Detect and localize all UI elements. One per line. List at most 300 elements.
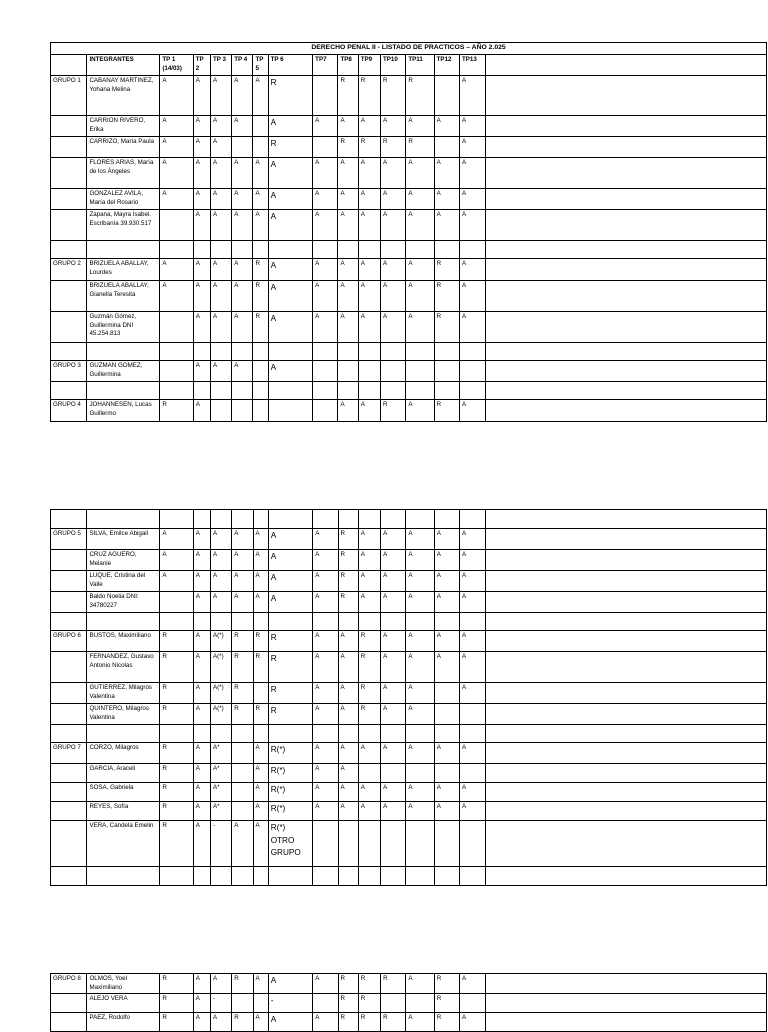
- tp9-cell: R: [358, 974, 380, 994]
- tp10-cell: A: [381, 683, 406, 704]
- tp8-cell: A: [338, 743, 358, 764]
- tp13-cell: A: [459, 400, 485, 422]
- tp4-cell: R: [232, 704, 253, 725]
- table-row: [51, 343, 767, 361]
- student-name-cell: [87, 613, 160, 631]
- table-row: [51, 529, 767, 550]
- table-row: [51, 361, 767, 382]
- tp5-cell: [253, 510, 268, 529]
- tp8-cell: [338, 725, 358, 743]
- tp8-cell: R: [338, 529, 358, 550]
- extra-cell: [486, 210, 767, 241]
- tp13-cell: A: [460, 743, 486, 764]
- tp6-cell: R: [268, 683, 313, 704]
- extra-cell: [486, 361, 767, 382]
- header-tp11: TP11: [406, 55, 434, 76]
- tp5-cell: [253, 241, 268, 259]
- tp7-cell: [313, 382, 338, 400]
- student-name-cell: BUSTOS, Maximiliano: [87, 631, 160, 652]
- tp4-cell: [232, 343, 253, 361]
- table-row: [51, 510, 767, 529]
- group-cell: [51, 994, 87, 1013]
- tp7-cell: [313, 137, 338, 158]
- tp10-cell: A: [381, 652, 406, 683]
- tp8-cell: [338, 361, 358, 382]
- table-row: [51, 867, 767, 886]
- tp4-cell: [232, 613, 253, 631]
- tp7-cell: A: [313, 571, 338, 592]
- tp9-cell: R: [358, 631, 380, 652]
- tp1-cell: A: [160, 259, 193, 281]
- tp6-cell: A: [268, 116, 313, 137]
- student-name-cell: REYES, Sofía: [87, 802, 160, 821]
- tp2-cell: A: [193, 821, 210, 867]
- extra-cell: [486, 821, 767, 867]
- tp11-cell: [406, 361, 434, 382]
- tp5-cell: A: [253, 529, 268, 550]
- tp7-cell: A: [313, 116, 338, 137]
- tp10-cell: R: [381, 400, 406, 422]
- tp11-cell: [406, 510, 434, 529]
- tp11-cell: A: [406, 1013, 434, 1032]
- tp6-cell: A: [268, 1013, 313, 1032]
- tp6-cell: [268, 241, 313, 259]
- tp3-cell: A: [210, 312, 231, 343]
- tp5-cell: [253, 116, 268, 137]
- tp10-cell: [381, 343, 406, 361]
- group-cell: [51, 281, 87, 312]
- tp3-cell: A: [210, 116, 231, 137]
- tp12-cell: [434, 382, 459, 400]
- group-cell: [51, 116, 87, 137]
- tp5-cell: A: [253, 802, 268, 821]
- group-cell: GRUPO 6: [51, 631, 87, 652]
- tp10-cell: A: [381, 529, 406, 550]
- header-row: [51, 55, 767, 76]
- tp6-cell: R(*): [268, 783, 313, 802]
- tp5-cell: [253, 361, 268, 382]
- table-row: [51, 382, 767, 400]
- tp3-cell: A(*): [210, 704, 231, 725]
- tp10-cell: [381, 867, 406, 886]
- tp2-cell: [193, 725, 210, 743]
- tp8-cell: R: [338, 550, 358, 571]
- tp5-cell: [253, 400, 268, 422]
- tp13-cell: A: [459, 259, 485, 281]
- tp12-cell: [434, 821, 459, 867]
- tp4-cell: A: [232, 821, 253, 867]
- tp8-cell: A: [338, 400, 358, 422]
- tp6-cell: R: [268, 704, 313, 725]
- group-cell: [51, 704, 87, 725]
- student-name-cell: CRUZ AGUERO, Melanie: [87, 550, 160, 571]
- tp9-cell: [358, 725, 380, 743]
- tp13-cell: A: [459, 158, 485, 189]
- student-name-cell: OLMOS, Yoel Maximiliano: [87, 974, 160, 994]
- tp13-cell: A: [460, 1013, 486, 1032]
- tp7-cell: [313, 400, 338, 422]
- tp4-cell: R: [232, 974, 253, 994]
- extra-cell: [486, 704, 767, 725]
- tp13-cell: [460, 510, 486, 529]
- group-cell: GRUPO 4: [51, 400, 87, 422]
- tp9-cell: [358, 343, 380, 361]
- tp13-cell: A: [460, 571, 486, 592]
- tp10-cell: A: [381, 116, 406, 137]
- tp10-cell: A: [381, 550, 406, 571]
- table-row: [51, 802, 767, 821]
- tp3-cell: A: [210, 158, 231, 189]
- extra-cell: [486, 764, 767, 783]
- tp6-cell: R: [268, 631, 313, 652]
- tp8-cell: R: [338, 571, 358, 592]
- student-name-cell: SOSA, Gabriela: [87, 783, 160, 802]
- header-tp4: TP 4: [232, 55, 253, 76]
- table-row: [51, 259, 767, 281]
- tp1-cell: R: [160, 743, 193, 764]
- table-row: [51, 137, 767, 158]
- tp11-cell: A: [406, 189, 434, 210]
- tp4-cell: [232, 400, 253, 422]
- group-cell: [51, 613, 87, 631]
- tp5-cell: A: [253, 158, 268, 189]
- tp9-cell: A: [358, 259, 380, 281]
- group-cell: [51, 1013, 87, 1032]
- tp6-cell: A: [268, 210, 313, 241]
- tp1-cell: R: [160, 783, 193, 802]
- tp1-cell: A: [160, 571, 193, 592]
- tp7-cell: A: [313, 529, 338, 550]
- student-name-cell: CARRIZO, María Paula: [87, 137, 160, 158]
- tp6-cell: [268, 867, 313, 886]
- group-cell: [51, 210, 87, 241]
- student-name-cell: [87, 510, 160, 529]
- tp10-cell: R: [381, 1013, 406, 1032]
- tp9-cell: [358, 241, 380, 259]
- tp3-cell: A: [210, 189, 231, 210]
- practicos-table-3: [50, 973, 767, 1032]
- tp1-cell: A: [160, 281, 193, 312]
- tp8-cell: R: [338, 974, 358, 994]
- tp4-cell: A: [232, 116, 253, 137]
- tp9-cell: A: [358, 783, 380, 802]
- tp3-cell: A: [210, 76, 231, 116]
- tp11-cell: A: [406, 529, 434, 550]
- tp7-cell: A: [313, 683, 338, 704]
- tp13-cell: [460, 704, 486, 725]
- tp4-cell: [232, 382, 253, 400]
- tp1-cell: [160, 725, 193, 743]
- tp7-cell: A: [313, 312, 338, 343]
- tp13-cell: A: [459, 76, 485, 116]
- tp2-cell: A: [193, 400, 210, 422]
- extra-cell: [486, 76, 767, 116]
- tp6-cell: R: [268, 137, 313, 158]
- table-row: [51, 592, 767, 613]
- tp4-cell: A: [232, 550, 253, 571]
- tp2-cell: A: [193, 116, 210, 137]
- header-tp12: TP12: [434, 55, 459, 76]
- extra-cell: [486, 683, 767, 704]
- tp10-cell: A: [381, 783, 406, 802]
- group-cell: [51, 592, 87, 613]
- tp7-cell: A: [313, 802, 338, 821]
- tp13-cell: A: [460, 683, 486, 704]
- tp8-cell: A: [338, 116, 358, 137]
- extra-cell: [486, 974, 767, 994]
- tp8-cell: [338, 613, 358, 631]
- header-tp10: TP10: [381, 55, 406, 76]
- tp5-cell: A: [253, 550, 268, 571]
- tp11-cell: [406, 382, 434, 400]
- tp12-cell: [434, 510, 459, 529]
- tp4-cell: [232, 994, 253, 1013]
- extra-cell: [486, 743, 767, 764]
- tp3-cell: [210, 725, 231, 743]
- tp10-cell: [381, 994, 406, 1013]
- extra-cell: [486, 382, 767, 400]
- tp5-cell: A: [253, 743, 268, 764]
- table-row: [51, 571, 767, 592]
- tp12-cell: A: [434, 529, 459, 550]
- tp2-cell: [193, 382, 210, 400]
- tp10-cell: A: [381, 210, 406, 241]
- student-name-cell: GONZALEZ AVILA, María del Rosario: [87, 189, 160, 210]
- extra-cell: [486, 158, 767, 189]
- tp4-cell: A: [232, 592, 253, 613]
- tp7-cell: [313, 361, 338, 382]
- student-name-cell: JOHANNESEN, Lucas Guillermo: [87, 400, 160, 422]
- group-cell: [51, 137, 87, 158]
- tp6-cell: A: [268, 592, 313, 613]
- table-row: [51, 312, 767, 343]
- tp9-cell: A: [358, 158, 380, 189]
- tp6-cell: R(*): [268, 743, 313, 764]
- tp4-cell: A: [232, 571, 253, 592]
- tp6-cell: A: [268, 974, 313, 994]
- tp6-cell: A: [268, 259, 313, 281]
- tp2-cell: A: [193, 571, 210, 592]
- tp9-cell: [358, 613, 380, 631]
- tp9-cell: A: [358, 116, 380, 137]
- tp8-cell: A: [338, 783, 358, 802]
- tp13-cell: [459, 241, 485, 259]
- tp12-cell: [434, 241, 459, 259]
- tp5-cell: [253, 382, 268, 400]
- group-cell: GRUPO 3: [51, 361, 87, 382]
- tp2-cell: [193, 241, 210, 259]
- tp7-cell: [313, 613, 338, 631]
- tp13-cell: A: [460, 974, 486, 994]
- tp5-cell: R: [253, 631, 268, 652]
- tp2-cell: A: [193, 652, 210, 683]
- table-row: [51, 1013, 767, 1032]
- tp9-cell: R: [358, 76, 380, 116]
- tp10-cell: A: [381, 631, 406, 652]
- tp5-cell: A: [253, 571, 268, 592]
- tp10-cell: [381, 725, 406, 743]
- extra-cell: [486, 802, 767, 821]
- tp4-cell: A: [232, 189, 253, 210]
- tp9-cell: A: [358, 571, 380, 592]
- tp10-cell: A: [381, 281, 406, 312]
- tp12-cell: A: [434, 743, 459, 764]
- tp11-cell: A: [406, 652, 434, 683]
- group-cell: [51, 783, 87, 802]
- extra-cell: [486, 1013, 767, 1032]
- extra-cell: [486, 550, 767, 571]
- tp3-cell: [210, 241, 231, 259]
- tp13-cell: [460, 867, 486, 886]
- tp13-cell: [460, 994, 486, 1013]
- tp9-cell: A: [358, 281, 380, 312]
- tp7-cell: [313, 241, 338, 259]
- tp9-cell: R: [358, 1013, 380, 1032]
- tp12-cell: [434, 137, 459, 158]
- tp2-cell: A: [193, 259, 210, 281]
- tp10-cell: A: [381, 571, 406, 592]
- group-cell: [51, 241, 87, 259]
- tp11-cell: A: [406, 631, 434, 652]
- tp8-cell: [338, 343, 358, 361]
- student-name-cell: Zapana, Mayra Isabel. Escribanía 39.930.517: [87, 210, 160, 241]
- tp5-cell: A: [253, 821, 268, 867]
- tp11-cell: A: [406, 802, 434, 821]
- tp5-cell: [253, 613, 268, 631]
- tp6-cell: [268, 400, 313, 422]
- tp10-cell: A: [381, 704, 406, 725]
- tp5-cell: A: [253, 210, 268, 241]
- tp5-cell: [253, 137, 268, 158]
- tp13-cell: [459, 343, 485, 361]
- tp1-cell: [160, 592, 193, 613]
- tp4-cell: [232, 764, 253, 783]
- tp2-cell: A: [193, 764, 210, 783]
- tp12-cell: R: [434, 259, 459, 281]
- student-name-cell: GARCIA, Araceli: [87, 764, 160, 783]
- tp13-cell: [460, 725, 486, 743]
- tp10-cell: A: [381, 158, 406, 189]
- group-cell: [51, 158, 87, 189]
- tp1-cell: R: [160, 802, 193, 821]
- tp2-cell: A: [193, 137, 210, 158]
- extra-cell: [486, 400, 767, 422]
- table-row: [51, 241, 767, 259]
- student-name-cell: VERA, Candela Emelin: [87, 821, 160, 867]
- tp9-cell: A: [358, 550, 380, 571]
- table-row: [51, 743, 767, 764]
- tp12-cell: [434, 683, 459, 704]
- tp13-cell: A: [460, 529, 486, 550]
- student-name-cell: Baldo Noelia DNI: 34780227: [87, 592, 160, 613]
- student-name-cell: [87, 382, 160, 400]
- group-cell: [51, 312, 87, 343]
- tp4-cell: A: [232, 76, 253, 116]
- tp5-cell: A: [253, 783, 268, 802]
- tp6-cell: A: [268, 281, 313, 312]
- tp13-cell: A: [460, 631, 486, 652]
- table-row: [51, 76, 767, 116]
- tp11-cell: A: [406, 158, 434, 189]
- tp12-cell: [434, 867, 459, 886]
- tp3-cell: A: [210, 974, 231, 994]
- tp11-cell: A: [406, 783, 434, 802]
- tp6-cell: [268, 510, 313, 529]
- tp11-cell: A: [406, 281, 434, 312]
- header-integrantes: INTEGRANTES: [87, 55, 160, 76]
- tp2-cell: A: [193, 281, 210, 312]
- tp1-cell: [160, 241, 193, 259]
- tp1-cell: A: [160, 158, 193, 189]
- tp12-cell: A: [434, 189, 459, 210]
- tp1-cell: A: [160, 529, 193, 550]
- tp8-cell: R: [338, 994, 358, 1013]
- tp6-cell: [268, 382, 313, 400]
- group-cell: [51, 571, 87, 592]
- tp8-cell: A: [338, 259, 358, 281]
- table-row: [51, 281, 767, 312]
- tp3-cell: [210, 613, 231, 631]
- tp2-cell: A: [193, 683, 210, 704]
- tp13-cell: A: [459, 210, 485, 241]
- tp12-cell: R: [434, 974, 459, 994]
- tp2-cell: A: [193, 704, 210, 725]
- tp1-cell: [160, 210, 193, 241]
- tp5-cell: [253, 994, 268, 1013]
- table-row: [51, 821, 767, 867]
- table-row: [51, 631, 767, 652]
- tp2-cell: [193, 510, 210, 529]
- tp5-cell: [253, 867, 268, 886]
- student-name-cell: PAEZ, Rodolfo: [87, 1013, 160, 1032]
- tp7-cell: A: [313, 259, 338, 281]
- tp12-cell: R: [434, 400, 459, 422]
- tp5-cell: A: [253, 764, 268, 783]
- student-name-cell: FERNANDEZ, Gustavo Antonio Nicolas: [87, 652, 160, 683]
- table-row: [51, 116, 767, 137]
- tp4-cell: A: [232, 529, 253, 550]
- tp10-cell: A: [381, 592, 406, 613]
- extra-cell: [486, 259, 767, 281]
- tp13-cell: [459, 382, 485, 400]
- tp4-cell: [232, 725, 253, 743]
- tp11-cell: [406, 343, 434, 361]
- tp7-cell: A: [313, 631, 338, 652]
- tp11-cell: A: [406, 550, 434, 571]
- tp3-cell: -: [210, 994, 231, 1013]
- tp4-cell: A: [232, 312, 253, 343]
- tp9-cell: R: [358, 683, 380, 704]
- extra-cell: [486, 281, 767, 312]
- tp10-cell: [381, 821, 406, 867]
- tp5-cell: [253, 343, 268, 361]
- tp2-cell: A: [193, 529, 210, 550]
- group-cell: [51, 867, 87, 886]
- tp1-cell: R: [160, 631, 193, 652]
- tp4-cell: R: [232, 1013, 253, 1032]
- tp4-cell: [232, 783, 253, 802]
- tp3-cell: A: [210, 571, 231, 592]
- tp11-cell: A: [406, 571, 434, 592]
- tp7-cell: A: [313, 189, 338, 210]
- tp6-cell: R: [268, 76, 313, 116]
- tp12-cell: [434, 725, 459, 743]
- tp5-cell: A: [253, 1013, 268, 1032]
- tp1-cell: R: [160, 821, 193, 867]
- tp9-cell: A: [358, 802, 380, 821]
- tp7-cell: A: [313, 704, 338, 725]
- tp11-cell: A: [406, 312, 434, 343]
